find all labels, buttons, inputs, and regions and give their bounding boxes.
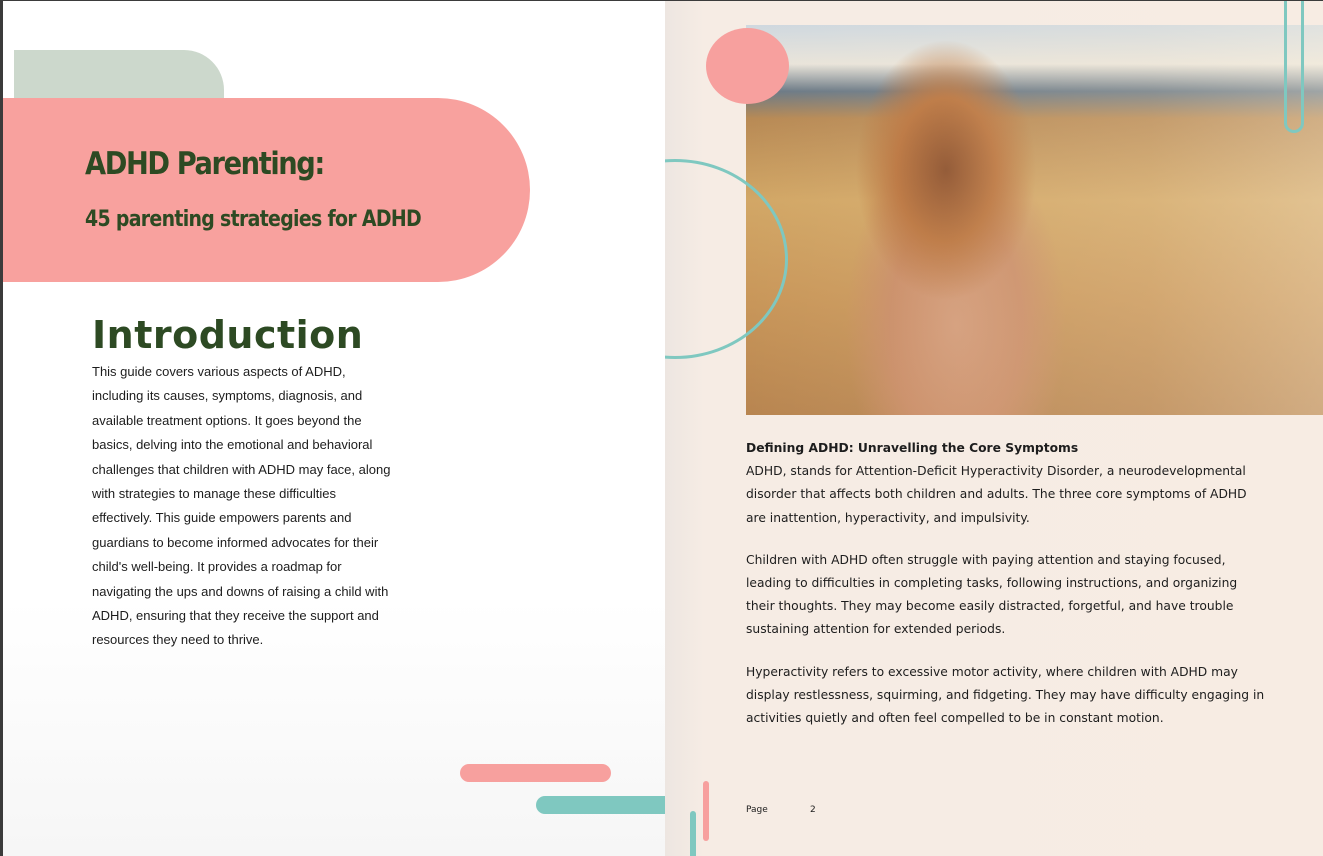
title-banner — [3, 98, 530, 282]
left-page — [3, 1, 665, 856]
pink-vertical-bar — [703, 781, 709, 841]
page-label: Page — [746, 805, 768, 815]
teal-decorative-bar — [536, 796, 665, 814]
girl-in-wheat-field-photo — [746, 25, 1323, 415]
section-heading: Defining ADHD: Unravelling the Core Symptoms — [746, 441, 1079, 455]
pink-decorative-circle — [706, 28, 789, 104]
document-subtitle: 45 parenting strategies for ADHD — [85, 207, 422, 232]
right-page — [665, 1, 1323, 856]
photo-light-haze — [746, 25, 1323, 415]
article-paragraph: Hyperactivity refers to excessive motor activity, where children with ADHD may display restlessness, squirming, and fidgeting. They may have difficulty engaging in activities quietly and often feel compelled to be in constant motion. — [746, 664, 1265, 726]
teal-decorative-hook — [1284, 1, 1304, 133]
pink-decorative-bar — [460, 764, 611, 782]
teal-vertical-bar — [690, 811, 696, 856]
introduction-body: This guide covers various aspects of ADHD, including its causes, symptoms, diagnosis, and available treatment options. It goes beyond the basics, delving into the emotional and behavioral challenges that children with ADHD may face, along with strategies to manage these difficulties effectively. This guide empowers parents and guardians to become informed advocates for their child's well-being. It provides a roadmap for navigating the ups and downs of raising a child with ADHD, ensuring that they receive the support and resources they need to thrive. — [92, 364, 391, 648]
article-section — [746, 437, 1266, 749]
article-paragraph: Children with ADHD often struggle with paying attention and staying focused, leading to difficulties in completing tasks, following instructions, and organizing their thoughts. They may become easily distracted, forgetful, and have trouble sustaining attention for extended periods. — [746, 552, 1238, 637]
document-title: ADHD Parenting: — [85, 146, 324, 182]
page-number: 2 — [810, 805, 816, 815]
article-paragraph: ADHD, stands for Attention-Deficit Hyperactivity Disorder, a neurodevelopmental disorder that affects both children and adults. The three core symptoms of ADHD are inattention, hyperactivity, and impulsivity. — [746, 464, 1247, 525]
introduction-heading: Introduction — [92, 313, 364, 357]
